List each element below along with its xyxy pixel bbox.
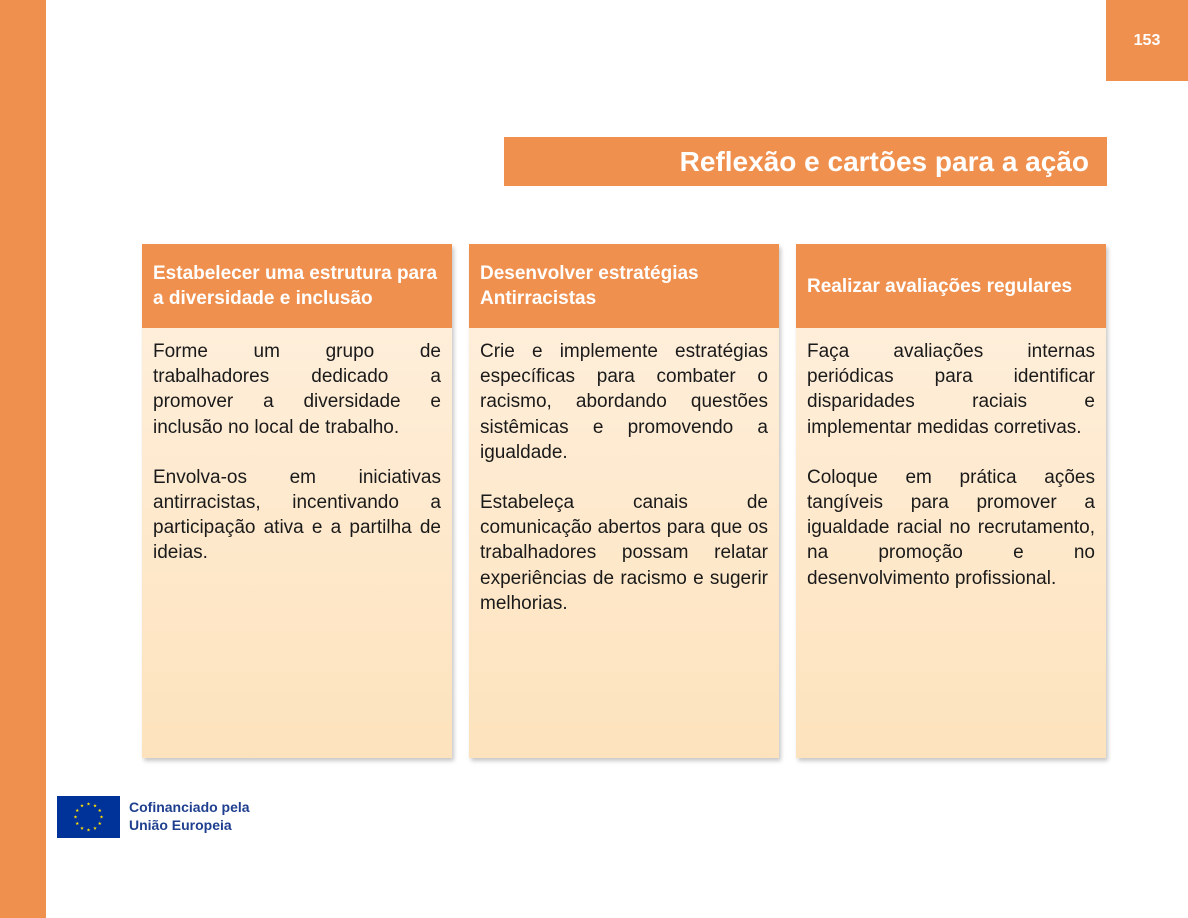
card-paragraph: Estabeleça canais de comunicação abertos para que os trabalhadores possam relatar experiências de racismo e sugerir melhorias.	[480, 492, 768, 614]
eu-star-icon	[75, 822, 79, 825]
card-evaluations	[796, 244, 1106, 758]
eu-star-icon	[80, 804, 84, 807]
card-paragraph: Coloque em prática ações tangíveis para promover a igualdade racial no recrutamento, na promoção e no desenvolvimento profissional.	[807, 466, 1095, 589]
card-body	[469, 328, 779, 616]
card-heading-box	[469, 244, 779, 328]
card-structure	[142, 244, 452, 758]
eu-star-icon	[87, 828, 91, 831]
card-heading-box	[142, 244, 452, 328]
eu-star-icon	[80, 826, 84, 829]
card-body	[796, 328, 1106, 591]
card-paragraph: Crie e implemente estratégias específicas para combater o racismo, abordando questões sistêmicas e promovendo a igualdade.	[480, 341, 768, 463]
eu-flag-icon	[57, 796, 120, 838]
card-body	[142, 328, 452, 566]
eu-flag-stars	[57, 796, 120, 838]
eu-star-icon	[100, 815, 104, 818]
eu-star-icon	[74, 815, 78, 818]
eu-star-icon	[93, 804, 97, 807]
eu-star-icon	[93, 826, 97, 829]
card-strategies	[469, 244, 779, 758]
left-accent-bar	[0, 0, 46, 918]
card-paragraph: Forme um grupo de trabalhadores dedicado a promover a diversidade e inclusão no local de trabalho.	[153, 341, 441, 438]
page-number: 153	[1106, 0, 1188, 81]
card-heading: Estabelecer uma estrutura para a diversidade e inclusão	[153, 263, 438, 309]
card-heading: Desenvolver estratégias Antirracistas	[480, 263, 699, 309]
page-title: Reflexão e cartões para a ação	[679, 145, 1089, 177]
card-heading: Realizar avaliações regulares	[807, 275, 1073, 297]
eu-star-icon	[98, 822, 102, 825]
card-paragraph: Envolva-os em iniciativas antirracistas, incentivando a participação ativa e a partilha de ideias.	[153, 466, 441, 564]
page-title-bar	[504, 137, 1107, 186]
card-paragraph: Faça avaliações internas periódicas para identificar disparidades raciais e implementar medidas corretivas.	[807, 341, 1095, 438]
eu-star-icon	[98, 809, 102, 812]
eu-star-icon	[87, 802, 91, 805]
eu-funding-text	[129, 798, 250, 834]
eu-funding-line2: União Europeia	[129, 817, 232, 833]
eu-star-icon	[75, 809, 79, 812]
card-heading-box	[796, 244, 1106, 328]
eu-funding-line1: Cofinanciado pela	[129, 799, 250, 815]
